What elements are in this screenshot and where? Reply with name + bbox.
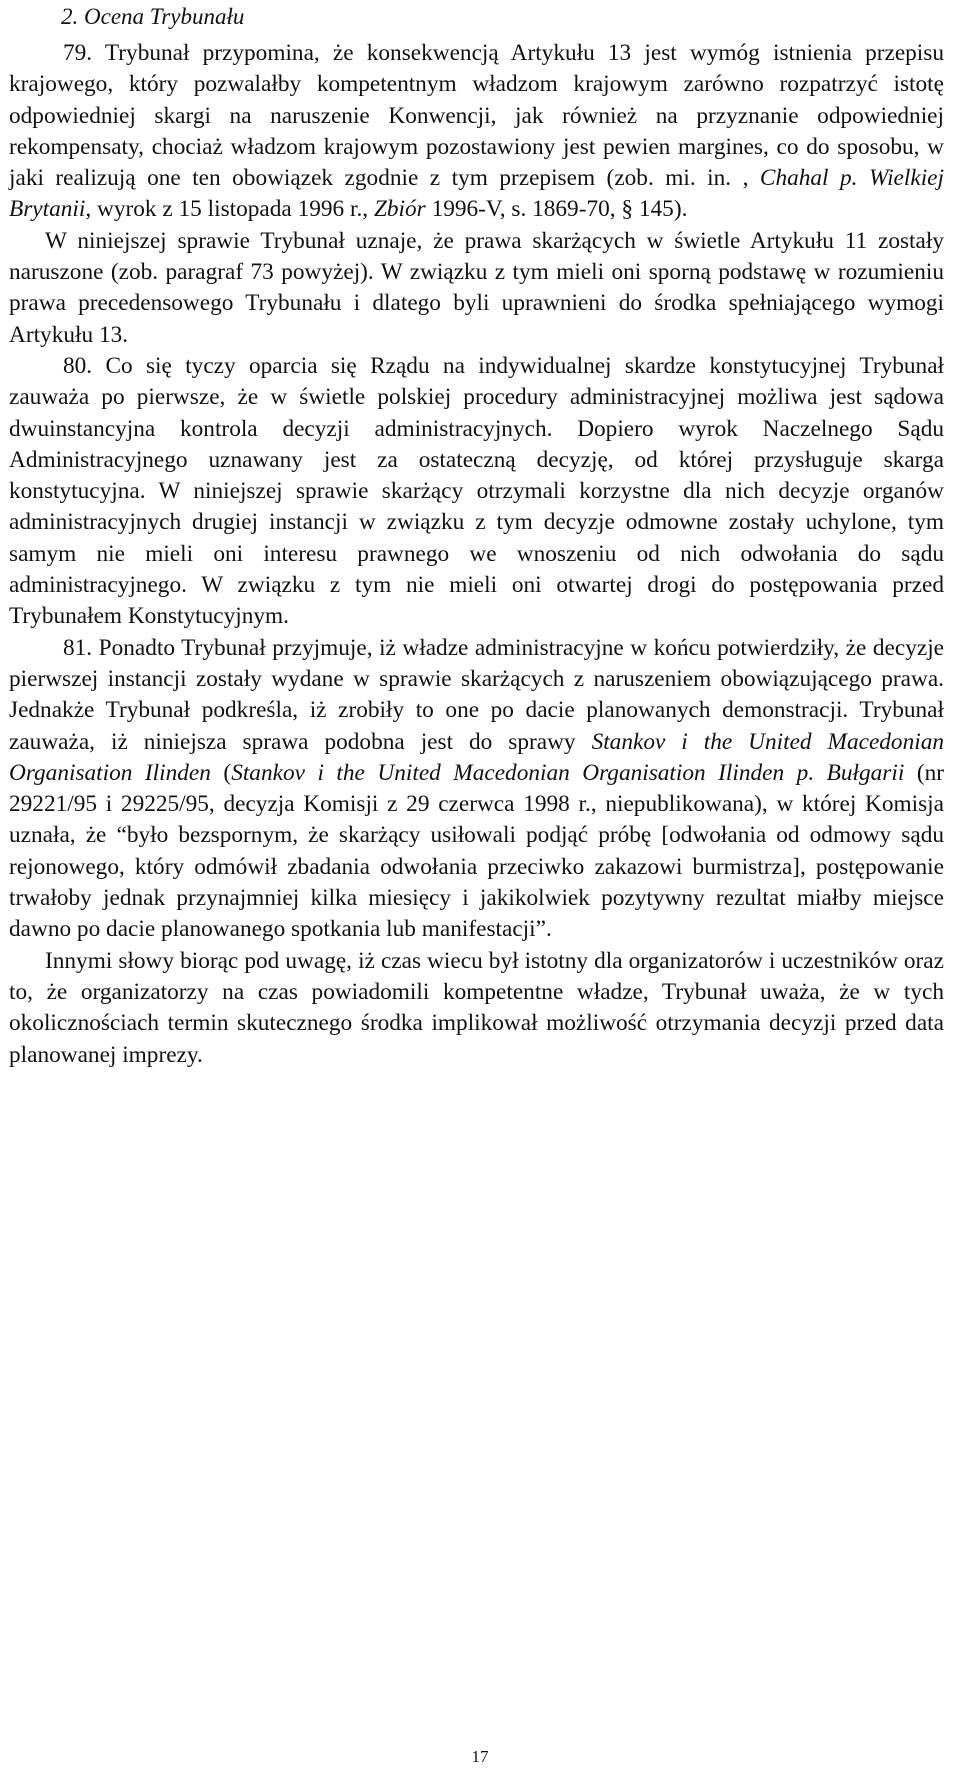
paragraph-81 xyxy=(9,633,944,946)
paragraph-text: W niniejszej sprawie Trybunał uznaje, że prawa skarżących w świetle Artykułu 11 zostały naruszone (zob. paragraf 73 powyżej). W związku z tym mieli oni sporną podstawę w rozumieniu prawa precedensowego Trybunału i dlatego byli uprawnieni do środka spełniającego wymogi Artykułu 13. xyxy=(9,227,944,348)
page-number: 17 xyxy=(471,1747,489,1766)
section-number: 2. xyxy=(61,4,79,29)
report-name: Zbiór xyxy=(373,196,426,223)
section-title: Ocena Trybunału xyxy=(84,4,245,29)
paragraph-81-continued xyxy=(9,946,944,1071)
paragraph-number: 81. xyxy=(63,634,93,661)
paragraph-text: Co się tyczy oparcia się Rządu na indywidualnej skardze konstytucyjnej Trybunał zauważa po pierwsze, że w świetle polskiej procedury administracyjnej możliwa jest sądowa dwuinstancyjna kontrola decyzji administracyjnych. Dopiero wyrok Naczelnego Sądu Administracyjnego uznawany jest za ostateczną decyzję, od której przysługuje skarga konstytucyjna. W niniejszej sprawie skarżący otrzymali korzystne dla nich decyzje organów administracyjnych drugiej instancji w związku z tym decyzje odmowne zostały uchylone, tym samym nie mieli oni interesu prawnego we wnoszeniu od nich odwołania do sądu administracyjnego. W związku z tym nie mieli oni otwartej drogi do postępowania przed Trybunałem Konstytucyjnym. xyxy=(9,352,945,630)
paragraph-number: 79. xyxy=(63,40,93,66)
paragraph-79-continued xyxy=(9,226,944,351)
paragraph-number: 80. xyxy=(63,352,93,379)
paragraph-text: Innymi słowy biorąc pod uwagę, iż czas wiecu był istotny dla organizatorów i uczestników oraz to, że organizatorzy na czas powiadomili kompetentne władze, Trybunał uważa, że w tych okolicznościach termin skutecznego środka implikował możliwość otrzymania decyzji przed data planowanej imprezy. xyxy=(9,947,944,1068)
paragraph-80 xyxy=(9,351,944,633)
paragraph-text: ( xyxy=(210,759,232,786)
paragraph-79 xyxy=(9,38,944,226)
paragraph-text: Trybunał przypomina, że konsekwencją Artykułu 13 jest wymóg istnienia przepisu krajowego, który pozwalałby kompetentnym władzom krajowym zarówno rozpatrzyć istotę odpowiedniej skargi na naruszenie Konwencji, jak również na przyznanie odpowiedniej rekompensaty, chociaż władzom krajowym pozostawiony jest pewien margines, co do sposobu, w jaki realizują one ten obowiązek zgodnie z tym przepisem (zob. mi. in. , xyxy=(9,40,944,192)
paragraph-text: (nr 29221/95 i 29225/95, decyzja Komisji z 29 czerwca 1998 r., niepublikowana), w której Komisja uznała, że “było bezspornym, że skarżący usiłowali podjąć próbę [odwołania od odmowy sądu rejonowego, który odmówił zbadania odwołania przeciwko zakazowi burmistrza], postępowanie trwałoby jednak przynajmniej kilka miesięcy i jakikolwiek pozytywny rezultat miałby miejsce dawno po dacie planowanego spotkania lub manifestacji”. xyxy=(9,759,945,943)
section-heading xyxy=(9,0,944,32)
paragraph-text: Ponadto Trybunał przyjmuje, iż władze administracyjne w końcu potwierdziły, że decyzje pierwszej instancji zostały wydane w sprawie skarżących z naruszeniem obowiązującego prawa. Jednakże Trybunał podkreśla, iż zrobiły to one po dacie planowanych demonstracji. Trybunał zauważa, iż niniejsza sprawa podobna jest do sprawy xyxy=(9,634,945,755)
document-page xyxy=(9,0,944,1071)
paragraph-text: , wyrok z 15 listopada 1996 r., xyxy=(85,196,374,223)
case-name: Stankov i the United Macedonian Organisation Ilinden p. Bułgarii xyxy=(231,759,905,786)
case-name: Stankov i the United Macedonian Organisation Ilinden xyxy=(9,728,944,786)
case-name: Chahal p. Wielkiej Brytanii xyxy=(9,165,944,223)
paragraph-text: 1996-V, s. 1869-70, § 145). xyxy=(425,196,688,223)
